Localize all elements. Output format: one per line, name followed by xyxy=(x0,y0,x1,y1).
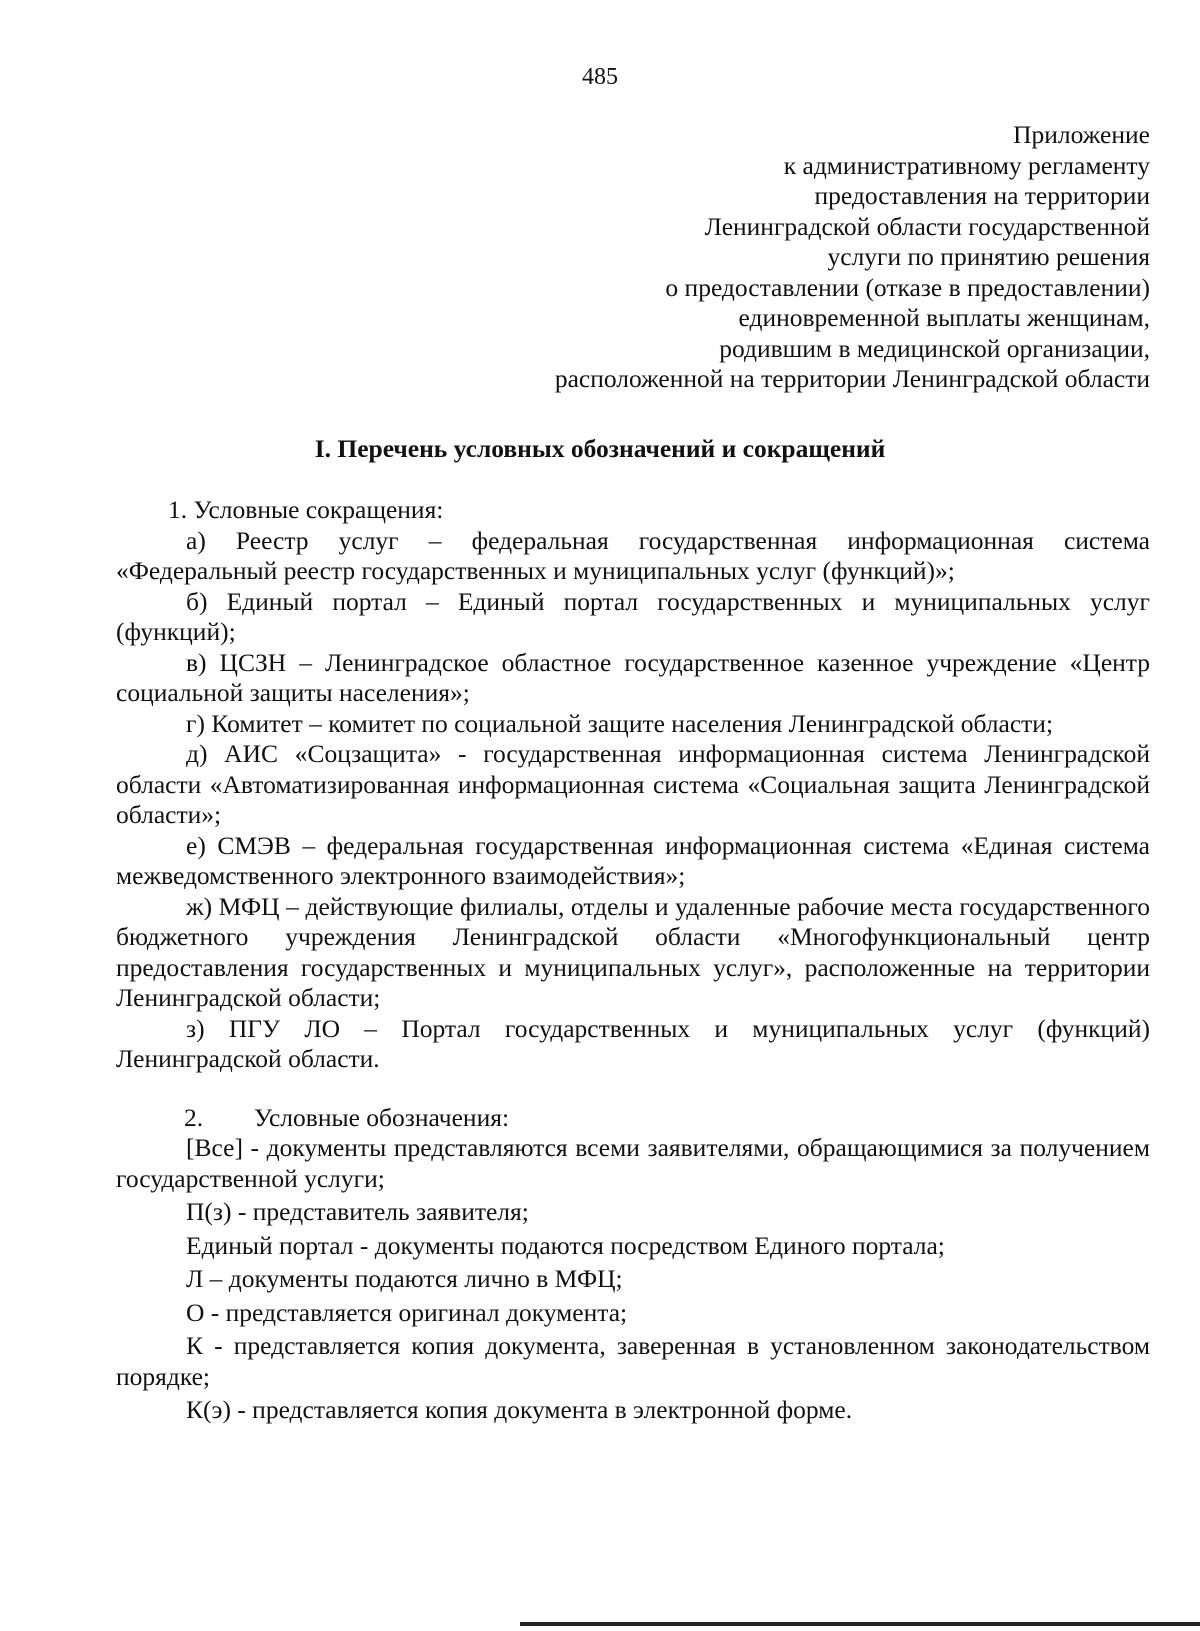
designation-item: О - представляется оригинал документа; xyxy=(186,1297,628,1327)
designation-item: [Все] - документы представляются всеми заявителями, обращающимися за получением государственной услуги; xyxy=(116,1133,1150,1193)
abbreviation-item: ж) МФЦ – действующие филиалы, отделы и удаленные рабочие места государственного бюджетного учреждения Ленинградской области «Многофункциональный центр предоставления государственных и муниципальных услуг», расположенные на территории Ленинградской области; xyxy=(116,891,1150,1012)
appendix-line: к административному регламенту xyxy=(783,150,1150,180)
abbreviation-item: а) Реестр услуг – федеральная государственная информационная система «Федеральный реестр государственных и муниципальных услуг (функций)»; xyxy=(116,525,1150,585)
abbreviation-item: в) ЦСЗН – Ленинградское областное государственное казенное учреждение «Центр социальной защиты населения»; xyxy=(116,647,1150,707)
appendix-line: о предоставлении (отказе в предоставлении) xyxy=(665,272,1150,302)
appendix-line: единовременной выплаты женщинам, xyxy=(738,303,1150,332)
abbreviation-item: г) Комитет – комитет по социальной защите населения Ленинградской области; xyxy=(186,708,1054,738)
abbreviation-item: д) АИС «Соцзащита» - государственная информационная система Ленинградской области «Автоматизированная информационная система «Социальная защита Ленинградской области»; xyxy=(116,739,1150,829)
designations-title: Условные обозначения: xyxy=(254,1102,510,1132)
abbreviations-heading: 1. Условные сокращения: xyxy=(168,495,444,524)
appendix-line: расположенной на территории Ленинградской области xyxy=(554,364,1150,393)
appendix-header xyxy=(555,120,1150,395)
abbreviation-item: б) Единый портал – Единый портал государственных и муниципальных услуг (функций); xyxy=(116,586,1150,646)
designations-heading xyxy=(116,1103,1150,1134)
appendix-line: предоставления на территории xyxy=(814,181,1150,210)
appendix-line: Ленинградской области государственной xyxy=(704,211,1150,241)
page-bottom-rule xyxy=(520,1622,1200,1626)
section-title: I. Перечень условных обозначений и сокращений xyxy=(314,434,886,463)
designation-item: Л – документы подаются лично в МФЦ; xyxy=(186,1264,623,1293)
designation-item: К - представляется копия документа, заверенная в установленном законодательством порядке; xyxy=(116,1331,1150,1391)
designations-number: 2. xyxy=(184,1102,204,1132)
page-number: 485 xyxy=(582,64,618,90)
document-body xyxy=(116,495,1150,1426)
appendix-line: Приложение xyxy=(1013,120,1150,149)
appendix-line: услуги по принятию решения xyxy=(827,242,1150,271)
designation-item: К(э) - представляется копия документа в электронной форме. xyxy=(186,1395,853,1424)
abbreviation-item: з) ПГУ ЛО – Портал государственных и муниципальных услуг (функций) Ленинградской области. xyxy=(116,1013,1150,1073)
designation-item: Единый портал - документы подаются посредством Единого портала; xyxy=(186,1230,945,1260)
appendix-line: родившим в медицинской организации, xyxy=(719,333,1150,363)
abbreviation-item: е) СМЭВ – федеральная государственная информационная система «Единая система межведомственного электронного взаимодействия»; xyxy=(116,830,1150,890)
designation-item: П(з) - представитель заявителя; xyxy=(186,1197,529,1226)
